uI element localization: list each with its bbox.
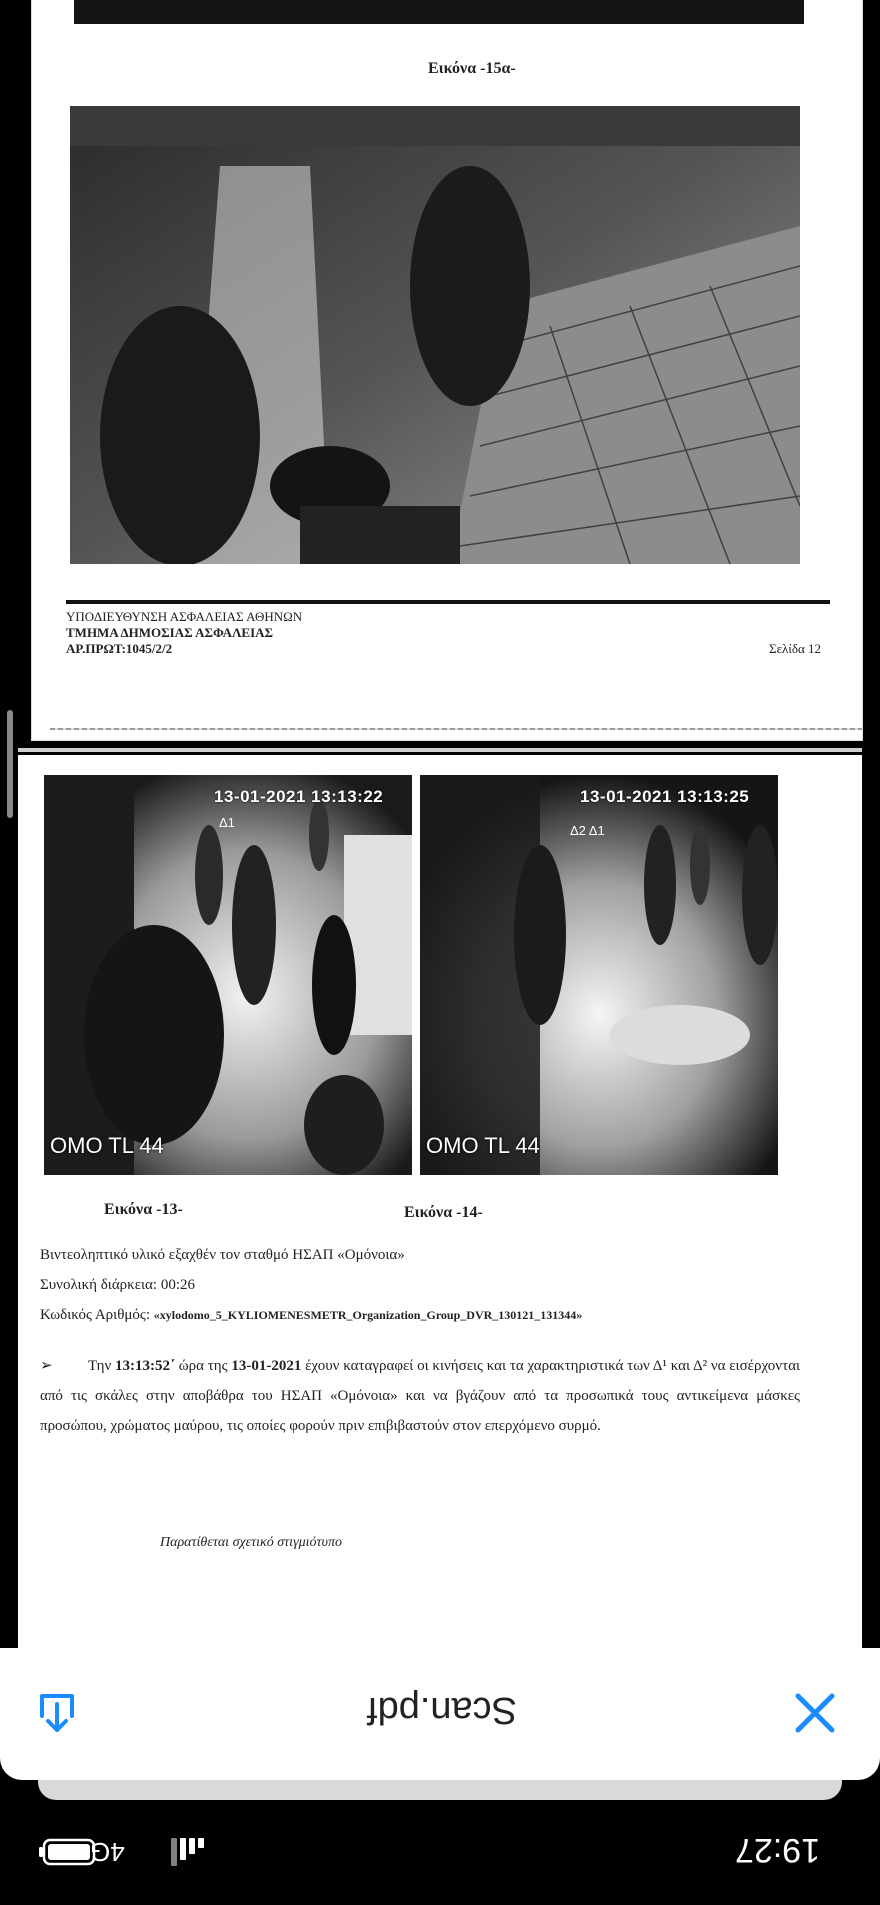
para-text-1: Την <box>88 1358 115 1374</box>
page-separator <box>18 748 862 752</box>
status-icons <box>36 1834 206 1870</box>
para-text-2: ώρα της <box>175 1358 232 1374</box>
footer-line-2: ΤΜΗΜΑ ΔΗΜΟΣΙΑΣ ΑΣΦΑΛΕΙΑΣ <box>66 625 274 640</box>
cctv-timestamp: 13-01-2021 13:13:25 <box>580 787 750 806</box>
status-time: 19:27 <box>734 1831 820 1869</box>
page-number: Σελίδα 12 <box>769 641 822 656</box>
pdf-page-12 <box>32 0 862 740</box>
bullet-icon: ➢ <box>40 1358 53 1374</box>
scan-edge <box>50 728 862 730</box>
footer-rule <box>66 600 830 604</box>
figure-caption-13: Εικόνα -13- <box>104 1201 183 1218</box>
figure-caption-14: Εικόνα -14- <box>404 1204 483 1221</box>
battery-icon <box>39 1840 94 1864</box>
para-time: 13:13:52΄ <box>115 1358 175 1374</box>
duration-value: 00:26 <box>160 1277 196 1293</box>
duration-label: Συνολική διάρκεια: <box>40 1277 158 1293</box>
video-source-line: Βιντεοληπτικό υλικό εξαχθέν τον σταθμό ΗΣΑΠ «Ομόνοια» <box>40 1247 405 1263</box>
close-icon[interactable] <box>790 1688 840 1738</box>
duration-line <box>40 1277 195 1294</box>
signal-bars-icon <box>171 1838 204 1866</box>
description-paragraph <box>40 1351 800 1441</box>
cctv-timestamp: 13-01-2021 13:13:22 <box>214 787 384 806</box>
file-name: Scan.pdf <box>367 1689 517 1731</box>
footer-block <box>66 609 302 657</box>
network-label: 4G <box>90 1837 125 1867</box>
suspect-marker: Δ1 <box>219 815 235 830</box>
pdf-page-13 <box>18 755 862 1655</box>
download-icon[interactable] <box>32 1686 82 1736</box>
camera-name: OMO TL 44 <box>426 1133 540 1158</box>
code-line <box>40 1307 582 1324</box>
scroll-indicator[interactable] <box>7 710 13 818</box>
para-text-3: έχουν καταγραφεί οι κινήσεις και τα χαρακτηριστικά των Δ¹ και Δ² να εισέρχονται από τις σκάλες στην αποβάθρα του ΗΣΑΠ «Ομόνοια» και να βγάζουν από τα προσωπικά τους αντικείμενα μάσκες προσώπου, χρώματος μαύρου, τις οποίες φορούν πριν επιβιβαστούν στον επερχόμενο συρμό. <box>40 1358 800 1434</box>
cctv-photo-14 <box>420 775 778 1175</box>
cctv-photo-15a <box>70 106 800 564</box>
camera-name: OMO TL 44 <box>50 1133 164 1158</box>
footer-line-1: ΥΠΟΔΙΕΥΘΥΝΣΗ ΑΣΦΑΛΕΙΑΣ ΑΘΗΝΩΝ <box>66 609 303 624</box>
suspect-marker: Δ2 Δ1 <box>570 823 605 838</box>
cctv-photo-13 <box>44 775 412 1175</box>
para-date: 13-01-2021 <box>231 1358 302 1374</box>
snapshot-note: Παρατίθεται σχετικό στιγμιότυπο <box>160 1535 342 1550</box>
previous-image-strip <box>74 0 804 24</box>
figure-caption-15a: Εικόνα -15α- <box>428 60 516 77</box>
footer-line-3: ΑΡ.ΠΡΩΤ:1045/2/2 <box>66 641 173 656</box>
code-value: «xylodomo_5_KYLIOMENESMETR_Organization_Group_DVR_130121_131344» <box>153 1308 583 1322</box>
code-label: Κωδικός Αριθμός: <box>40 1307 151 1323</box>
